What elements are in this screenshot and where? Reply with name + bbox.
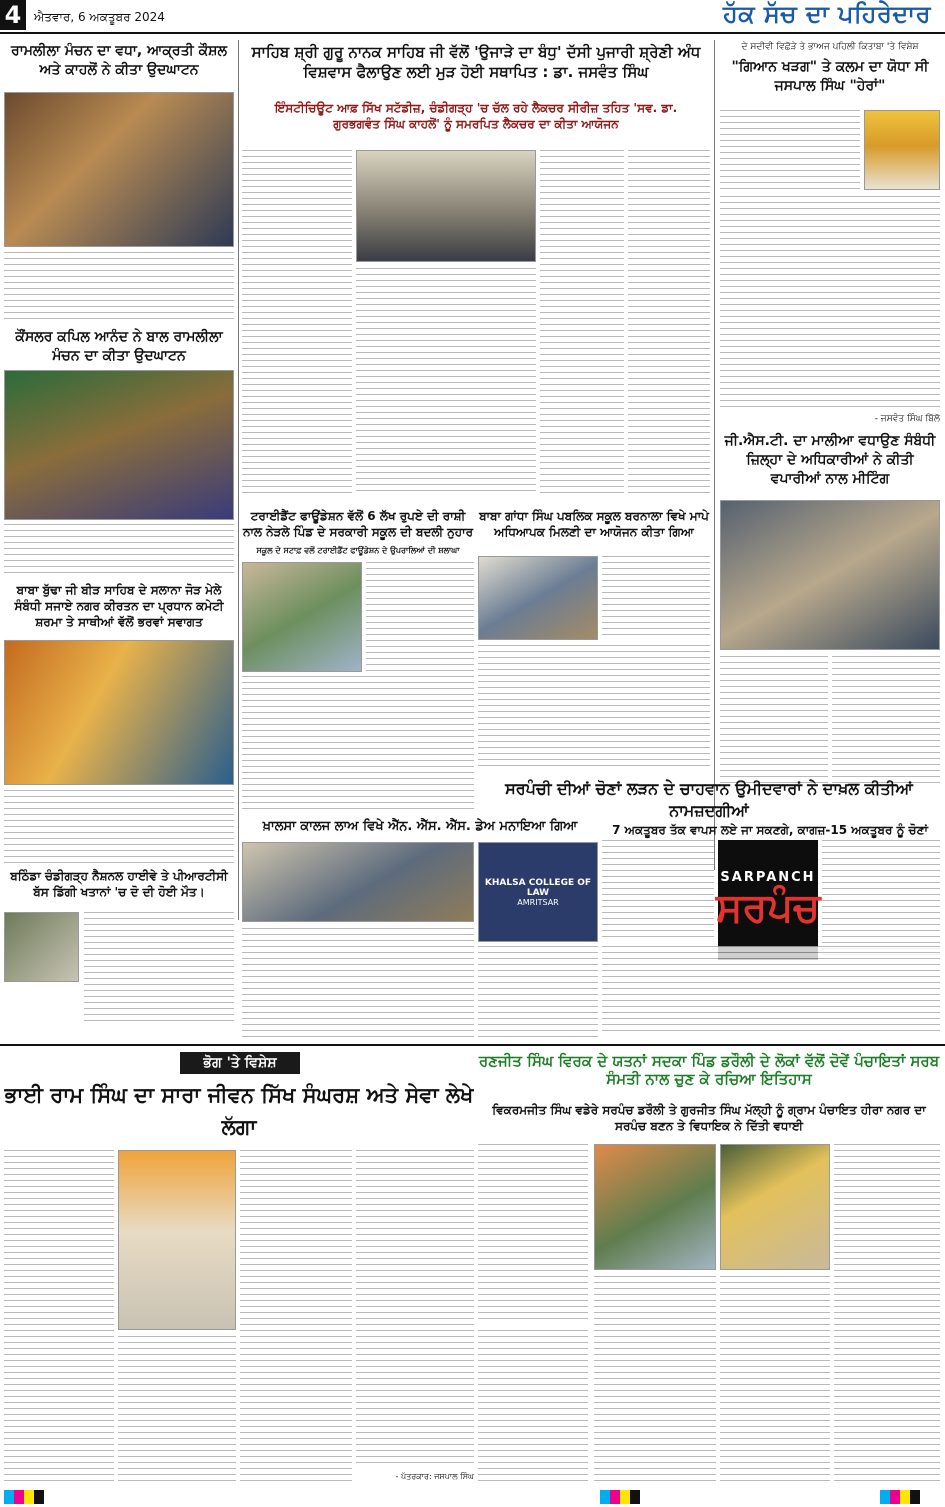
lead-headline: ਸਾਹਿਬ ਸ਼੍ਰੀ ਗੁਰੂ ਨਾਨਕ ਸਾਹਿਬ ਜੀ ਵੱਲੋਂ 'ਉਜਾੜੇ ਦਾ ਬੰਧੁ' ਦੱਸੀ ਪੁਜਾਰੀ ਸ਼੍ਰੇਣੀ ਅੰਧ ਵਿਸ਼ਵਾਸ ਫੈਲਾਉਣ ਲਈ ਮੁੜ ਹੋਈ ਸਥਾਪਿਤ : ਡਾ. ਜਸਵੰਤ ਸਿੰਘ — [251, 43, 701, 82]
cyan-swatch — [880, 1490, 890, 1504]
viirk-body-col1b — [478, 1330, 588, 1482]
cmyk-registration-right — [880, 1490, 920, 1504]
black-swatch — [910, 1490, 920, 1504]
right-story1-body — [720, 196, 940, 408]
ptm-photo — [478, 556, 598, 640]
left-story3-body — [4, 790, 234, 864]
nss-body — [242, 928, 474, 1038]
yellow-swatch — [620, 1490, 630, 1504]
right-author: - ਜਸਵੰਤ ਸਿੰਘ ਬਿੱਲੋ — [874, 414, 940, 424]
right-story1-intro — [720, 110, 860, 190]
section-rule — [0, 1044, 945, 1046]
left-story4-body — [84, 912, 234, 1022]
viirk-subheadline: ਵਿਕਰਮਜੀਤ ਸਿੰਘ ਵਡੇਰੇ ਸਰਪੰਚ ਡਰੌਲੀ ਤੇ ਗੁਰਜੀਤ ਸਿੰਘ ਮੱਲ੍ਹੀ ਨੂੰ ਗ੍ਰਾਮ ਪੰਚਾਇਤ ਹੀਰਾ ਨਗਰ ਦਾ ਸਰਪੰਚ ਬਣਨ ਤੇ ਵਿਧਾਇਕ ਨੇ ਦਿੱਤੀ ਵਧਾਈ — [492, 1103, 926, 1134]
viirk-headline: ਰਣਜੀਤ ਸਿੰਘ ਵਿਰਕ ਦੇ ਯਤਨਾਂ ਸਦਕਾ ਪਿੰਡ ਡਰੌਲੀ ਦੇ ਲੋਕਾਂ ਵੱਲੋਂ ਦੋਵੇਂ ਪੰਚਾਇਤਾਂ ਸਰਬ ਸੰਮਤੀ ਨਾਲ ਚੁਣ ਕੇ ਰਚਿਆ ਇਤਿਹਾਸ — [478, 1052, 940, 1088]
right-story2-body-col2 — [832, 656, 940, 786]
sarpanch-body — [602, 946, 940, 1034]
lead-body-col1 — [242, 150, 352, 495]
sarpanch-subheadline: 7 ਅਕਤੂਬਰ ਤੱਕ ਵਾਪਸ ਲਏ ਜਾ ਸਕਣਗੇ, ਕਾਗਜ਼-15 ਅਕਤੂਬਰ ਨੂੰ ਚੋਣਾਂ — [612, 823, 928, 837]
left-story3-headline: ਬਾਬਾ ਬੁੱਢਾ ਜੀ ਬੀੜ ਸਾਹਿਬ ਦੇ ਸਲਾਨਾ ਜੋੜ ਮੇਲੇ ਸੰਬੰਧੀ ਸਜਾਏ ਨਗਰ ਕੀਰਤਨ ਦਾ ਪ੍ਰਧਾਨ ਕਮੇਟੀ ਸ਼ਰਮਾ ਤੇ ਸਾਥੀਆਂ ਵੱਲੋਂ ਭਰਵਾਂ ਸਵਾਗਤ — [14, 583, 224, 630]
sarpanch-graphic — [715, 840, 821, 960]
nss-body-col3 — [478, 946, 598, 1038]
sarpanch-headline: ਸਰਪੰਚੀ ਦੀਆਂ ਚੋਣਾਂ ਲੜਨ ਦੇ ਚਾਹਵਾਨ ਉਮੀਦਵਾਰਾਂ ਨੇ ਦਾਖ਼ਲ ਕੀਤੀਆਂ ਨਾਮਜ਼ਦਗੀਆਂ — [505, 779, 913, 820]
page-number: 4 — [0, 0, 26, 30]
right-kicker: ਦੇ ਸਦੀਵੀ ਵਿਛੋੜੇ ਤੇ ਭਾਅਜ ਪਹਿਲੀ ਕਿਤਾਬਾ 'ਤੇ ਵਿਸ਼ੇਸ਼ — [741, 42, 919, 52]
school-meeting-body-col2 — [602, 556, 710, 640]
bhog-byline: - ਪੱਤਰਕਾਰ: ਜਸਪਾਲ ਸਿੰਘ — [395, 1472, 474, 1481]
ramleela-photo — [4, 92, 234, 247]
lead-body-col2 — [356, 268, 536, 495]
magenta-swatch — [610, 1490, 620, 1504]
cmyk-registration-left — [4, 1490, 44, 1504]
left-story2-headline: ਕੌਂਸਲਰ ਕਪਿਲ ਆਨੰਦ ਨੇ ਬਾਲ ਰਾਮਲੀਲਾ ਮੰਚਨ ਦਾ ਕੀਤਾ ਉਦਘਾਟਨ — [15, 329, 223, 364]
bhog-kicker: ਭੋਗ 'ਤੇ ਵਿਸ਼ੇਸ਼ — [180, 1052, 300, 1074]
left-story4-headline: ਬਠਿੰਡਾ ਚੰਡੀਗੜ੍ਹ ਨੈਸ਼ਨਲ ਹਾਈਵੇ ਤੇ ਪੀਆਰਟੀਸੀ ਬੱਸ ਡਿੱਗੀ ਖਤਾਨਾਂ 'ਚ ਦੋ ਦੀ ਹੋਈ ਮੌਤ। — [10, 869, 228, 900]
bal-ramleela-photo — [4, 370, 234, 520]
left-story2-body — [4, 524, 234, 578]
right-headline1: "ਗਿਆਨ ਖੜਗ" ਤੇ ਕਲਮ ਦਾ ਯੋਧਾ ਸੀ ਜਸਪਾਲ ਸਿੰਘ "ਹੇਰਾਂ" — [731, 59, 929, 94]
bhog-body-col1 — [4, 1150, 114, 1482]
left-story1-headline: ਰਾਮਲੀਲਾ ਮੰਚਨ ਦਾ ਵਧਾ, ਆਕ੍ਰਤੀ ਕੌਸ਼ਲ ਅਤੇ ਕਾਹਲੋਂ ਨੇ ਕੀਤਾ ਉਦਘਾਟਨ — [11, 43, 227, 78]
nss-event-photo — [242, 842, 474, 922]
lead-group-photo — [356, 150, 536, 262]
lead-body-col4 — [628, 150, 710, 495]
trident-subheadline: ਸਕੂਲ ਦੇ ਸਟਾਫ਼ ਵਲੋਂ ਟਰਾਈਡੈਂਟ ਫਾਊਂਡੇਸ਼ਨ ਦੇ ਉਪਰਾਲਿਆਂ ਦੀ ਸ਼ਲਾਘਾ — [256, 546, 460, 555]
dateline: ਐਤਵਾਰ, 6 ਅਕਤੂਬਰ 2024 — [34, 10, 165, 24]
trident-body-col2 — [366, 562, 474, 672]
viirk-body-col1 — [478, 1144, 588, 1324]
nagar-kirtan-photo — [4, 640, 234, 785]
cmyk-registration-mid — [600, 1490, 640, 1504]
bhog-headline: ਭਾਈ ਰਾਮ ਸਿੰਘ ਦਾ ਸਾਰਾ ਜੀਵਨ ਸਿੱਖ ਸੰਘਰਸ਼ ਅਤੇ ਸੇਵਾ ਲੇਖੇ ਲੱਗਾ — [4, 1083, 474, 1139]
black-swatch — [34, 1490, 44, 1504]
bus-accident-photo — [4, 912, 79, 982]
column-rule-left — [238, 40, 239, 920]
school-photo — [242, 562, 362, 672]
lead-body-col3 — [540, 150, 624, 495]
black-swatch — [630, 1490, 640, 1504]
college-city-text: AMRITSAR — [517, 897, 559, 907]
masthead: ਹੱਕ ਸੱਚ ਦਾ ਪਹਿਰੇਦਾਰ — [722, 0, 931, 28]
cyan-swatch — [4, 1490, 14, 1504]
bhog-body-col3 — [240, 1150, 352, 1482]
jaspal-singh-photo — [864, 110, 940, 190]
trident-headline: ਟਰਾਈਡੈਂਟ ਫਾਊਂਡੇਸ਼ਨ ਵੱਲੋਂ 6 ਲੱਖ ਰੁਪਏ ਦੀ ਰਾਸ਼ੀ ਨਾਲ ਨੇੜਲੇ ਪਿੰਡ ਦੇ ਸਰਕਾਰੀ ਸਕੂਲ ਦੀ ਬਦਲੀ ਨੁਹਾਰ — [242, 509, 474, 540]
cyan-swatch — [600, 1490, 610, 1504]
trident-body — [242, 676, 474, 812]
school-meeting-body — [478, 645, 710, 770]
college-banner-photo — [478, 842, 598, 942]
viirk-body-col4 — [834, 1144, 940, 1482]
sarpanch-garland-photo — [594, 1144, 716, 1270]
yellow-swatch — [900, 1490, 910, 1504]
sarpanch-graphic-title: ਸਰਪੰਚ — [715, 884, 821, 931]
right-headline2: ਜੀ.ਐਸ.ਟੀ. ਦਾ ਮਾਲੀਆ ਵਧਾਉਣ ਸੰਬੰਧੀ ਜ਼ਿਲ੍ਹਾ ਦੇ ਅਧਿਕਾਰੀਆਂ ਨੇ ਕੀਤੀ ਵਪਾਰੀਆਂ ਨਾਲ ਮੀਟਿੰਗ — [724, 433, 936, 487]
column-rule-right — [714, 40, 715, 870]
right-story2-body-col1 — [720, 656, 828, 786]
sarpanch-body-col1 — [602, 840, 714, 940]
magenta-swatch — [14, 1490, 24, 1504]
bhai-ram-singh-photo — [118, 1150, 236, 1330]
viirk-body-col3 — [720, 1276, 830, 1482]
bhog-body-col4 — [356, 1150, 474, 1468]
village-group-photo — [720, 1144, 830, 1270]
gst-meeting-photo — [720, 500, 940, 650]
bhog-body-col2 — [118, 1336, 236, 1482]
yellow-swatch — [24, 1490, 34, 1504]
sarpanch-graphic-label: SARPANCH — [720, 869, 816, 885]
sarpanch-body-col3 — [822, 840, 940, 960]
header-rule — [0, 32, 945, 34]
college-sign-text: KHALSA COLLEGE OF LAW — [484, 877, 592, 898]
school-meeting-headline: ਬਾਬਾ ਗਾਂਧਾ ਸਿੰਘ ਪਬਲਿਕ ਸਕੂਲ ਬਰਨਾਲਾ ਵਿਖੇ ਮਾਪੇ ਅਧਿਆਪਕ ਮਿਲਣੀ ਦਾ ਆਯੋਜਨ ਕੀਤਾ ਗਿਆ — [479, 509, 709, 540]
viirk-body-col2 — [594, 1276, 716, 1482]
magenta-swatch — [890, 1490, 900, 1504]
nss-headline: ਖ਼ਾਲਸਾ ਕਾਲਜ ਲਾਅ ਵਿਖੇ ਐੱਨ. ਐੱਸ. ਐੱਸ. ਡੇਅ ਮਨਾਇਆ ਗਿਆ — [262, 819, 578, 834]
left-story1-body — [4, 252, 234, 324]
lead-subheadline: ਇੰਸਟੀਚਿਊਟ ਆਫ਼ ਸਿੱਖ ਸਟੱਡੀਜ਼, ਚੰਡੀਗੜ੍ਹ 'ਚ ਚੱਲ ਰਹੇ ਲੈਕਚਰ ਸੀਰੀਜ਼ ਤਹਿਤ 'ਸਵ. ਡਾ. ਗੁਰਭਗਵੰਤ ਸਿੰਘ ਕਾਹਲੋਂ' ਨੂੰ ਸਮਰਪਿਤ ਲੈਕਚਰ ਦਾ ਕੀਤਾ ਆਯੋਜਨ — [274, 101, 678, 132]
